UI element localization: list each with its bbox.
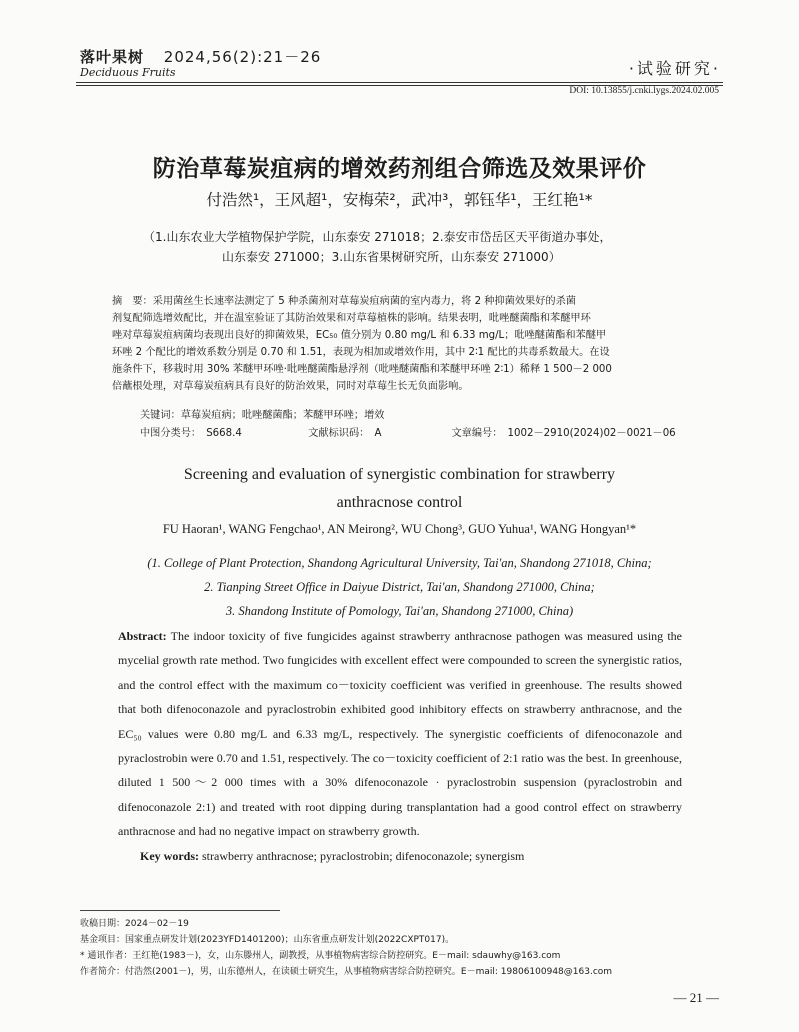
- authors-cn: 付浩然¹，王风超¹，安梅荣²，武冲³，郭钰华¹，王红艳¹*: [206, 191, 593, 209]
- received-date: 收稿日期：2024－02－19: [80, 919, 189, 929]
- corresponding-author-note: * 通讯作者：王红艳(1983－)，女，山东滕州人，副教授，从事植物病害综合防控研究。E－mail: sdauwhy@163.com: [80, 951, 561, 961]
- affiliation-en-line: (1. College of Plant Protection, Shandong Agricultural University, Tai'an, Shandong 271018, China;: [147, 556, 652, 570]
- keywords-en: [140, 849, 524, 864]
- journal-header: [80, 46, 321, 67]
- journal-name-cn: 落叶果树: [80, 48, 145, 66]
- keywords-en-label: Key words:: [140, 849, 199, 863]
- journal-name-en: Deciduous Fruits: [80, 66, 176, 79]
- authors-en: FU Haoran¹, WANG Fengchao¹, AN Meirong², WU Chong³, GUO Yuhua¹, WANG Hongyan¹*: [162, 522, 637, 536]
- abstract-cn-line: 摘 要：采用菌丝生长速率法测定了 5 种杀菌剂对草莓炭疽病菌的室内毒力，将 2 种抑菌效果好的杀菌: [112, 296, 576, 307]
- paper-title-en-line: anthracnose control: [336, 494, 463, 511]
- author-bio-note: 作者简介：付浩然(2001－)，男，山东德州人，在读硕士研究生，从事植物病害综合防控研究。E－mail: 19806100948@163.com: [80, 967, 613, 977]
- doi: DOI: 10.13855/j.cnki.lygs.2024.02.005: [569, 86, 719, 96]
- abstract-cn-line: 唑对草莓炭疽病菌均表现出良好的抑菌效果，EC₅₀ 值分别为 0.80 mg/L 和 6.33 mg/L；吡唑醚菌酯和苯醚甲: [112, 330, 607, 341]
- abstract-en: [118, 624, 682, 844]
- paper-title-en-line: Screening and evaluation of synergistic combination for strawberry: [183, 466, 616, 483]
- journal-citation: 2024,56(2):21－26: [163, 48, 322, 66]
- classification-meta: [140, 424, 680, 439]
- abstract-cn-line: 剂复配筛选增效配比，并在温室验证了其防治效果和对草莓植株的影响。结果表明，吡唑醚菌酯和苯醚甲环: [112, 313, 591, 324]
- clc-number: 中图分类号： S668.4: [140, 428, 242, 439]
- footnote-rule: [80, 910, 280, 911]
- header-rule: [76, 82, 723, 83]
- keywords-en-text: strawberry anthracnose; pyraclostrobin; difenoconazole; synergism: [199, 849, 525, 863]
- abstract-cn-line: 施条件下，移栽时用 30% 苯醚甲环唑·吡唑醚菌酯悬浮剂（吡唑醚菌酯和苯醚甲环唑 2∶1）稀释 1 500－2 000: [112, 364, 612, 375]
- article-number: 文章编号： 1002－2910(2024)02－0021－06: [451, 428, 676, 439]
- abstract-en-text: The indoor toxicity of five fungicides against strawberry anthracnose pathogen was measured using the mycelial growth rate method. Two fungicides with excellent effect were compounded to screen the synergistic ratios, and the control effect with the maximum co－toxicity coefficient was verified in greenhouse. The results showed that both difenoconazole and pyraclostrobin exhibited good inhibitory effects on strawberry anthracnose, and the EC₅₀ values were 0.80 mg/L and 6.33 mg/L, respectively. The synergistic coefficients of difenoconazole and pyraclostrobin were 0.70 and 1.51, respectively. The co－toxicity coefficient of 2:1 ratio was the best. In greenhouse, diluted 1 500～2 000 times with a 30% difenoconazole · pyraclostrobin suspension (pyraclostrobin and difenoconazole 2:1) and treated with root dipping during transplantation had a good control effect on strawberry anthracnose and had no negative impact on strawberry growth.: [118, 629, 682, 839]
- affiliation-en-line: 2. Tianping Street Office in Daiyue District, Tai'an, Shandong 271000, China;: [204, 580, 595, 594]
- abstract-cn-line: 环唑 2 个配比的增效系数分别是 0.70 和 1.51，表现为相加或增效作用，其中 2∶1 配比的共毒系数最大。在设: [112, 347, 610, 358]
- document-code: 文献标识码： A: [308, 428, 382, 439]
- keywords-cn: 关键词：草莓炭疽病；吡唑醚菌酯；苯醚甲环唑；增效: [140, 410, 385, 421]
- abstract-cn-line: 倍蘸根处理，对草莓炭疽病具有良好的防治效果，同时对草莓生长无负面影响。: [112, 381, 469, 392]
- funding-note: 基金项目：国家重点研发计划(2023YFD1401200)；山东省重点研发计划(2022CXPT017)。: [80, 935, 455, 945]
- section-label: ·试验研究·: [628, 59, 721, 78]
- affiliation-cn-line: 山东泰安 271000；3.山东省果树研究所，山东泰安 271000）: [222, 250, 561, 264]
- affiliation-cn-line: （1.山东农业大学植物保护学院，山东泰安 271018；2.泰安市岱岳区天平街道办事处，: [143, 230, 612, 244]
- affiliation-en-line: 3. Shandong Institute of Pomology, Tai'an, Shandong 271000, China): [225, 604, 574, 618]
- paper-title-cn: 防治草莓炭疽病的增效药剂组合筛选及效果评价: [152, 156, 647, 182]
- page-number: — 21 —: [673, 990, 719, 1005]
- abstract-en-label: Abstract:: [118, 629, 167, 643]
